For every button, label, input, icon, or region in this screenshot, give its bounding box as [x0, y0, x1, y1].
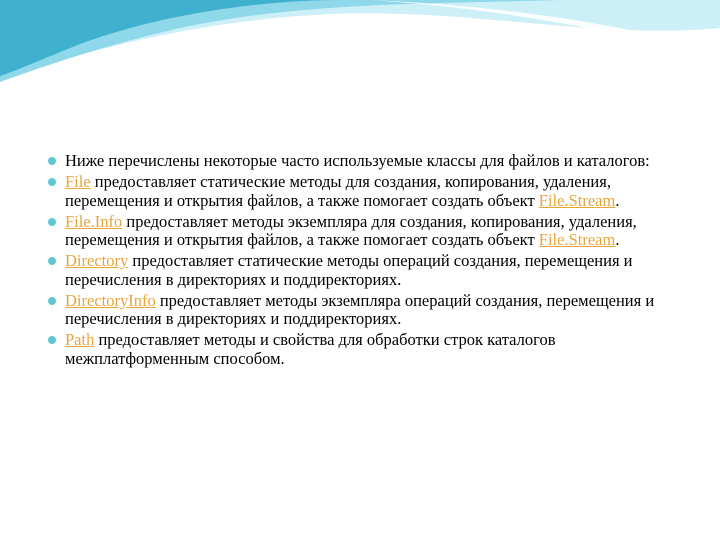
bullet-icon — [48, 257, 56, 265]
item-text: предоставляет статические методы для создания, копирования, удаления, перемещения и открытия файлов, а также помогает создать объект — [65, 171, 611, 210]
item-text: предоставляет методы экземпляра для создания, копирования, удаления, перемещения и открытия файлов, а также помогает создать объект — [65, 211, 637, 250]
item-text: предоставляет методы и свойства для обработки строк каталогов межплатформенным способом. — [65, 330, 556, 368]
item-text-end: . — [615, 190, 620, 210]
item-text-end: . — [615, 230, 620, 250]
list-item — [48, 173, 680, 210]
bullet-icon — [48, 178, 56, 186]
content-area — [48, 152, 680, 371]
list-item — [48, 292, 680, 329]
item-text: предоставляет статические методы операций создания, перемещения и перечисления в директориях и поддиректориях. — [65, 251, 633, 289]
bullet-list — [48, 152, 680, 368]
file-link[interactable]: File — [65, 171, 91, 191]
list-item — [48, 331, 680, 368]
item-text: Ниже перечислены некоторые часто используемые классы для файлов и каталогов: — [65, 151, 650, 170]
item-text: предоставляет методы экземпляра операций создания, перемещения и перечисления в директориях и поддиректориях. — [65, 290, 655, 329]
header-wave-decoration — [0, 0, 720, 120]
directory-link[interactable]: Directory — [65, 251, 129, 271]
bullet-icon — [48, 297, 56, 305]
list-item — [48, 152, 680, 171]
list-item — [48, 252, 680, 289]
file-stream-link[interactable]: File.Stream — [538, 230, 616, 250]
list-item — [48, 213, 680, 250]
bullet-icon — [48, 218, 56, 226]
path-link[interactable]: Path — [65, 330, 95, 350]
file-stream-link[interactable]: File.Stream — [538, 190, 616, 210]
bullet-icon — [48, 157, 56, 165]
bullet-icon — [48, 336, 56, 344]
file-info-link[interactable]: File.Info — [65, 211, 123, 231]
directory-info-link[interactable]: DirectoryInfo — [65, 290, 156, 310]
